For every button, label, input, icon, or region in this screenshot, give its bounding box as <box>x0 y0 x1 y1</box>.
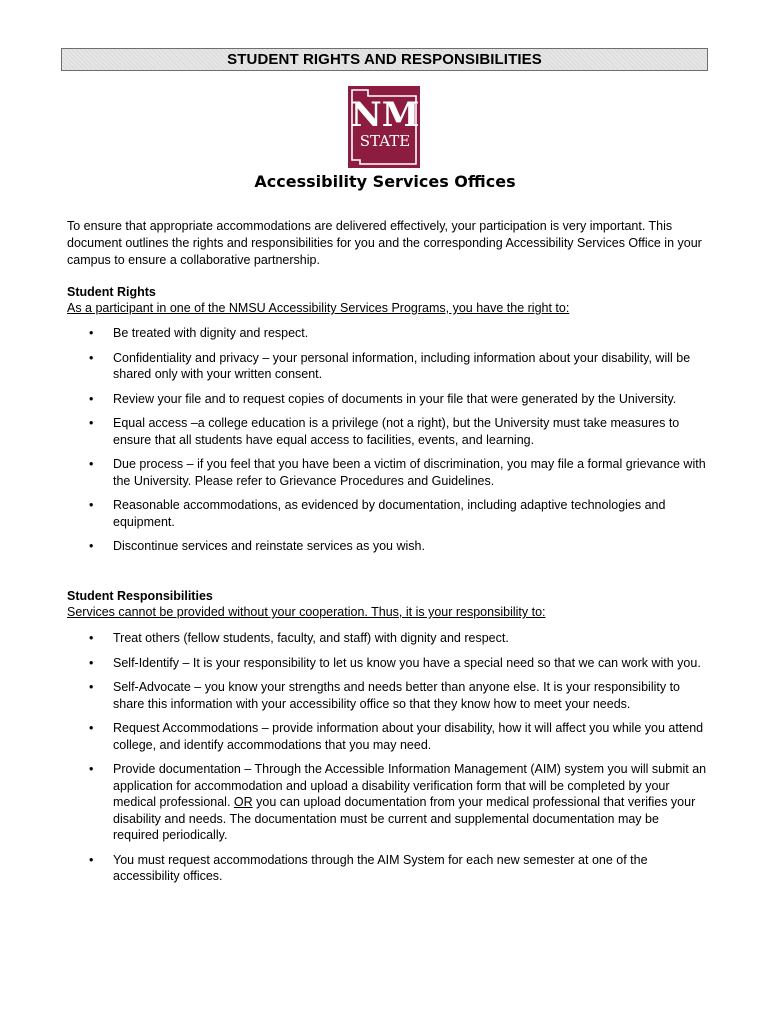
list-item: • Be treated with dignity and respect. <box>89 326 309 340</box>
or-emphasis: OR <box>233 795 253 809</box>
list-item: • Due process – if you feel that you have been a victim of discrimination, you may file a formal grievance with the University. Please refer to Grievance Procedures and Guidelines. <box>89 457 706 488</box>
list-item: • Self-Identify – It is your responsibility to let us know you have a special need so that we can work with you. <box>89 655 701 670</box>
list-item: • Review your file and to request copies of documents in your file that were generated by the University. <box>89 391 677 406</box>
list-item: • Confidentiality and privacy – your personal information, including information about your disability, will be shared only with your written consent. <box>89 350 691 381</box>
intro-paragraph: To ensure that appropriate accommodations are delivered effectively, your participation is very important. This document outlines the rights and responsibilities for you and the corresponding Accessibility Services Office in your campus to ensure a collaborative partnership. <box>67 219 702 267</box>
student-responsibilities-lead: Services cannot be provided without your cooperation. Thus, it is your responsibility to: <box>67 605 546 619</box>
list-item: • Self-Advocate – you know your strengths and needs better than anyone else. It is your responsibility to share this information with your accessibility office so that they know how to meet your needs. <box>89 680 680 711</box>
student-responsibilities-list <box>67 630 707 893</box>
page-title: STUDENT RIGHTS AND RESPONSIBILITIES <box>61 48 708 71</box>
student-rights-list <box>67 325 707 563</box>
nm-state-logo-graphic <box>348 86 420 168</box>
list-item: • Request Accommodations – provide information about your disability, how it will affect you while you attend college, and identify accommodations that you may need. <box>89 721 704 752</box>
list-item: • Discontinue services and reinstate services as you wish. <box>89 539 425 553</box>
student-responsibilities-section-heading <box>67 588 546 620</box>
student-rights-section-heading <box>67 284 569 316</box>
list-item: • Provide documentation – Through the Accessible Information Management (AIM) system you will submit an application for accommodation and upload a disability verification form that will be completed by your medical professional. OR you can upload documentation from your medical professional that verifies your disability and needs. The documentation must be current and supplemental documentation may be required periodically. <box>89 762 707 842</box>
list-item: • You must request accommodations through the AIM System for each new semester at one of the accessibility offices. <box>89 852 648 883</box>
svg-text:STATE: STATE <box>359 132 411 150</box>
list-item: • Equal access –a college education is a privilege (not a right), but the University must take measures to ensure that all students have equal access to facilities, events, and learning. <box>89 416 680 447</box>
nm-state-logo <box>348 86 420 168</box>
student-rights-lead: As a participant in one of the NMSU Accessibility Services Programs, you have the right to: <box>67 301 570 315</box>
document-subtitle: Accessibility Services Offices <box>254 172 516 191</box>
list-item: • Reasonable accommodations, as evidenced by documentation, including adaptive technologies and equipment. <box>89 498 666 529</box>
list-item: • Treat others (fellow students, faculty, and staff) with dignity and respect. <box>89 631 509 645</box>
student-rights-heading: Student Rights <box>67 285 156 299</box>
student-responsibilities-heading: Student Responsibilities <box>67 589 213 603</box>
svg-text:NM: NM <box>350 95 420 135</box>
